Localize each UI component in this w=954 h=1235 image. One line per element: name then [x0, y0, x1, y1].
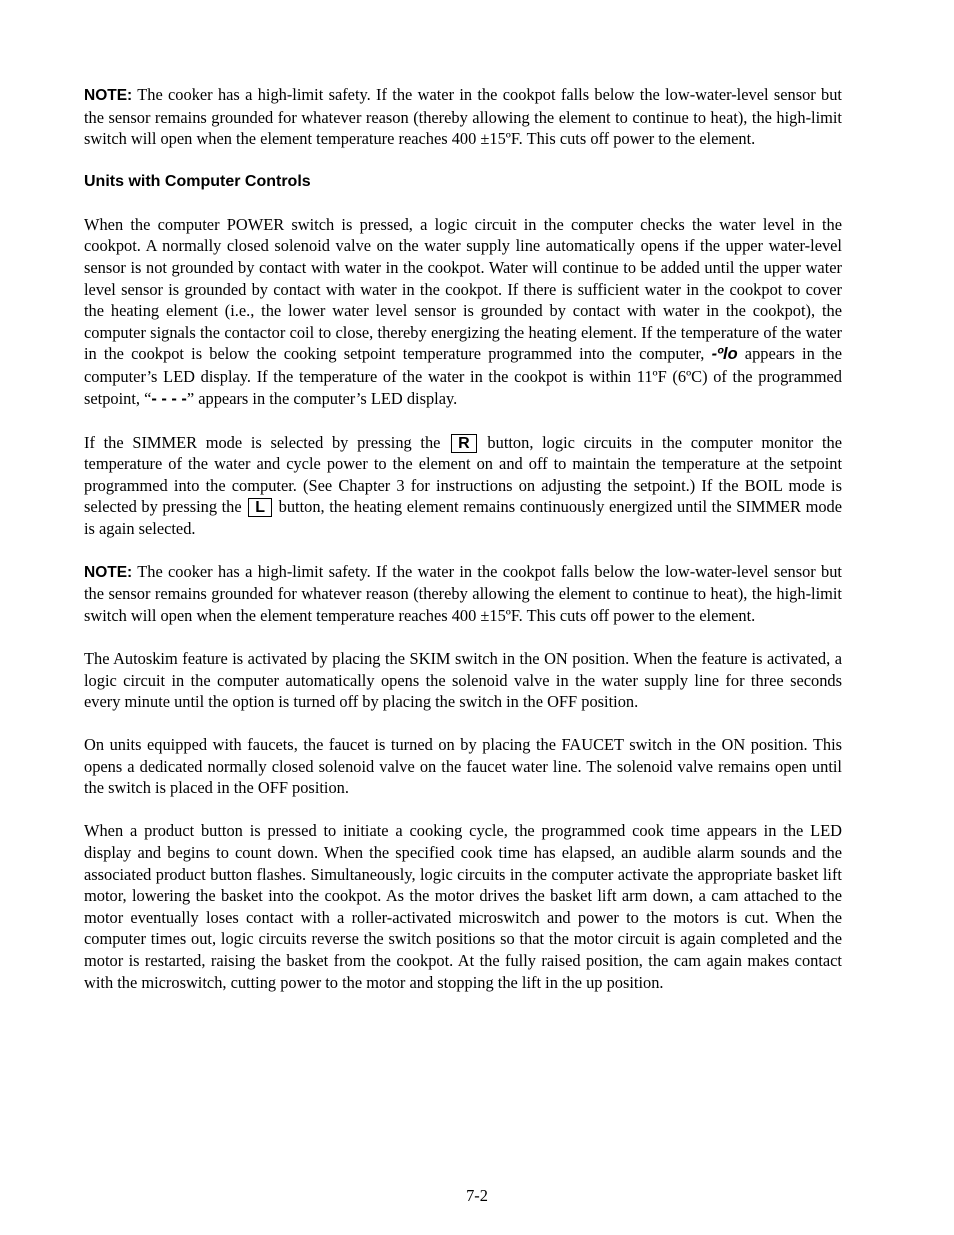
paragraph-text: appears in the computer’s LED display. If the temperature of the water in the cookpot is within 11ºF (6ºC) of the programmed setpoint, “: [84, 344, 842, 408]
paragraph-faucet: On units equipped with faucets, the faucet is turned on by placing the FAUCET switch in the ON position. This opens a dedicated normally closed solenoid valve on the faucet water line. The solenoid valve remains open until the switch is placed in the OFF position.: [84, 735, 842, 798]
paragraph-autoskim: The Autoskim feature is activated by placing the SKIM switch in the ON position. When the feature is activated, a logic circuit in the computer automatically opens the solenoid valve in the water supply line for three seconds every minute until the option is turned off by placing the switch in the OFF position.: [84, 649, 842, 712]
led-code-low: -ºlo: [711, 345, 738, 364]
section-heading: Units with Computer Controls: [84, 173, 311, 191]
document-page: [84, 84, 842, 1015]
note-label: NOTE:: [84, 87, 133, 104]
paragraph-text: button, the heating element remains continuously energized until the SIMMER mode is again selected.: [84, 497, 842, 538]
note-label: NOTE:: [84, 563, 133, 581]
note-text: The cooker has a high-limit safety. If the water in the cookpot falls below the low-water-level sensor but the sensor remains grounded for whatever reason (thereby allowing the element to continue to heat), the high-limit switch will open when the element temperature reaches 400 ±15ºF. This cuts off power to the element.: [84, 561, 842, 626]
led-code-dashes: - - - -: [151, 389, 187, 408]
paragraph-cooking-cycle: When a product button is pressed to initiate a cooking cycle, the programmed cook time appears in the LED display and begins to count down. When the specified cook time has elapsed, an audible alarm sounds and the associated product button flashes. Simultaneously, logic circuits in the computer activate the appropriate basket lift motor, lowering the basket into the cookpot. As the motor drives the basket lift arm down, a cam attached to the motor eventually loses contact with a roller-activated microswitch and power to the motors is cut. When the computer times out, logic circuits reverse the switch positions so that the motor circuit is again completed and the motor is restarted, raising the basket from the cookpot. At the fully raised position, the cam again makes contact with the microswitch, cutting power to the motor and stopping the lift in the up position.: [84, 821, 842, 992]
paragraph-power-switch: [84, 214, 842, 410]
paragraph-text: ” appears in the computer’s LED display.: [186, 388, 458, 408]
paragraph-simmer-mode: [84, 432, 842, 540]
page-number: 7-2: [466, 1186, 488, 1205]
key-r-box: R: [451, 434, 477, 453]
note-paragraph-1: [84, 84, 842, 150]
key-l-box: L: [248, 498, 272, 517]
note-text: The cooker has a high-limit safety. If the water in the cookpot falls below the low-water-level sensor but the sensor remains grounded for whatever reason (thereby allowing the element to continue to heat), the high-limit switch will open when the element temperature reaches 400 ±15ºF. This cuts off power to the element.: [84, 85, 842, 149]
paragraph-text: If the SIMMER mode is selected by pressing the: [84, 432, 450, 452]
note-paragraph-2: [84, 561, 842, 627]
paragraph-text: button, logic circuits in the computer monitor the temperature of the water and cycle power to the element on and off to maintain the temperature at the setpoint programmed into the computer. (See Chapter 3 for instructions on adjusting the setpoint.) If the BOIL mode is selected by pressing the: [84, 432, 842, 517]
paragraph-text: When the computer POWER switch is pressed, a logic circuit in the computer checks the water level in the cookpot. A normally closed solenoid valve on the water supply line automatically opens if the upper water-level sensor is not grounded by contact with water in the cookpot. Water will continue to be added until the upper water level sensor is grounded by contact with water in the cookpot. If there is sufficient water in the cookpot to cover the heating element (i.e., the lower water level sensor is grounded by contact with water in the cookpot), the computer signals the contactor coil to close, thereby energizing the heating element. If the temperature of the water in the cookpot is below the cooking setpoint temperature programmed into the computer,: [84, 214, 842, 364]
